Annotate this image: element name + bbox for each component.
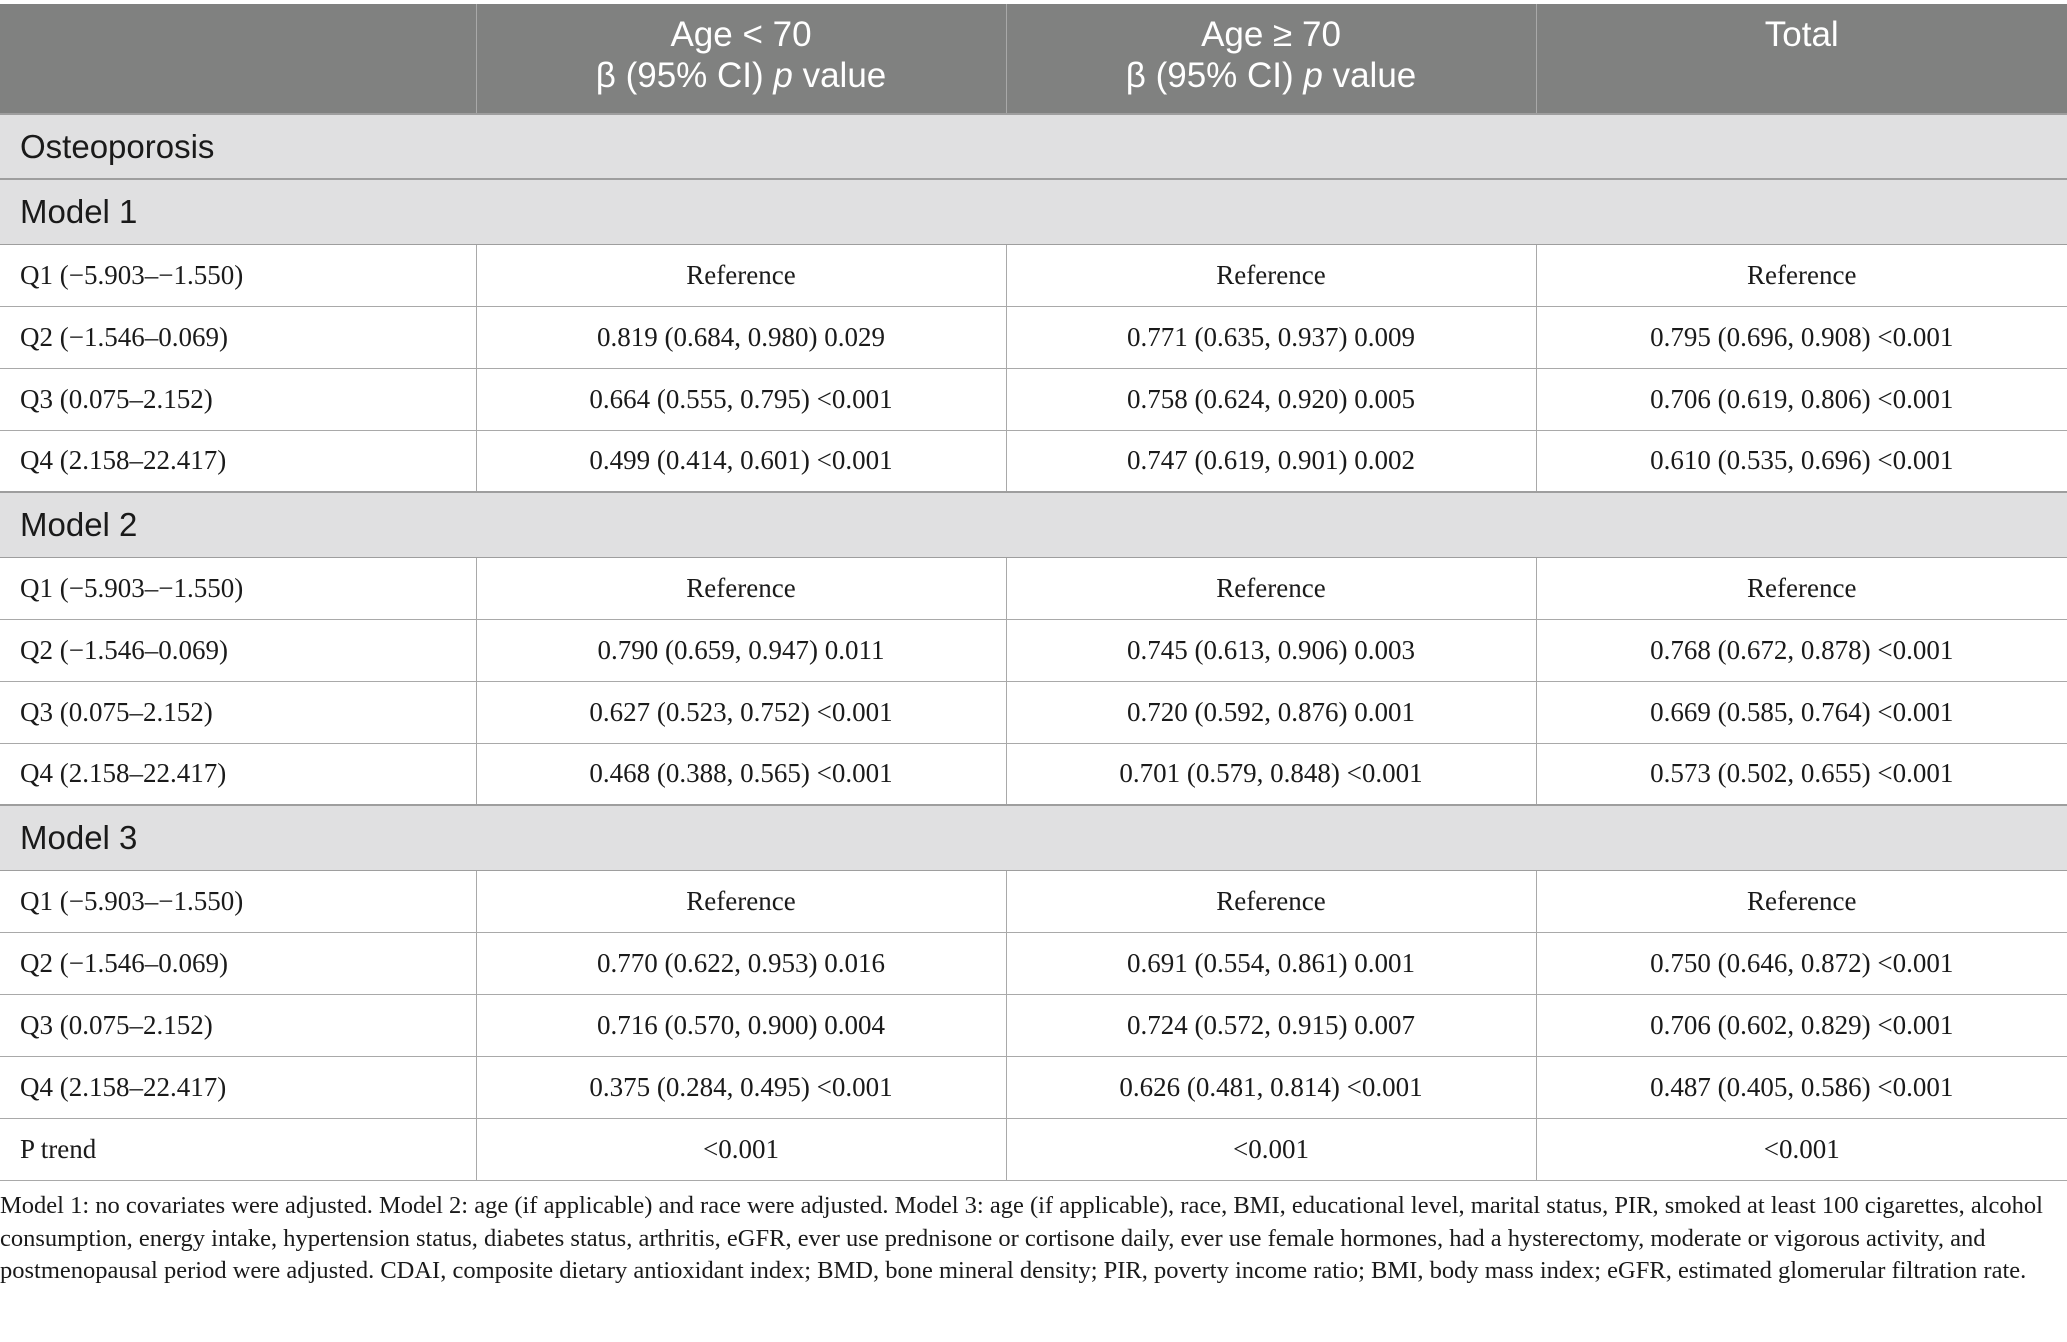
total-cell: 0.768 (0.672, 0.878) <0.001	[1536, 619, 2067, 681]
section-row-model	[0, 492, 2067, 557]
results-table	[0, 4, 2067, 1181]
total-cell: 0.795 (0.696, 0.908) <0.001	[1536, 306, 2067, 368]
table-row	[0, 430, 2067, 492]
age-70-plus-cell: Reference	[1006, 870, 1536, 932]
row-label-cell: Q2 (−1.546–0.069)	[0, 619, 476, 681]
table-row	[0, 619, 2067, 681]
age-under-70-cell: 0.790 (0.659, 0.947) 0.011	[476, 619, 1006, 681]
stat-p-italic: p	[773, 56, 793, 95]
table-row	[0, 244, 2067, 306]
header-blank-cell	[0, 4, 476, 114]
total-cell: 0.669 (0.585, 0.764) <0.001	[1536, 681, 2067, 743]
row-label-cell: Q1 (−5.903–−1.550)	[0, 557, 476, 619]
age-under-70-cell: 0.375 (0.284, 0.495) <0.001	[476, 1056, 1006, 1118]
row-label-cell: Q1 (−5.903–−1.550)	[0, 244, 476, 306]
section-row-outcome	[0, 114, 2067, 179]
age-70-plus-cell: 0.758 (0.624, 0.920) 0.005	[1006, 368, 1536, 430]
age-70-plus-cell: Reference	[1006, 557, 1536, 619]
age-under-70-cell: 0.468 (0.388, 0.565) <0.001	[476, 743, 1006, 805]
age-70-plus-cell: 0.691 (0.554, 0.861) 0.001	[1006, 932, 1536, 994]
age-under-70-cell: Reference	[476, 557, 1006, 619]
row-label-cell: Q4 (2.158–22.417)	[0, 1056, 476, 1118]
row-label-cell: Q3 (0.075–2.152)	[0, 994, 476, 1056]
row-label-cell: Q4 (2.158–22.417)	[0, 430, 476, 492]
age-70-plus-cell: 0.771 (0.635, 0.937) 0.009	[1006, 306, 1536, 368]
age-70-plus-cell: 0.626 (0.481, 0.814) <0.001	[1006, 1056, 1536, 1118]
stat-p-italic: p	[1303, 56, 1323, 95]
age-70-plus-cell: <0.001	[1006, 1118, 1536, 1180]
stat-label: β (95% CI)	[595, 56, 774, 95]
row-label-cell: Q2 (−1.546–0.069)	[0, 306, 476, 368]
model-label: Model 3	[0, 805, 2067, 870]
table-container	[0, 4, 2067, 1181]
stat-value-word: value	[792, 56, 887, 95]
age-70-plus-cell: 0.745 (0.613, 0.906) 0.003	[1006, 619, 1536, 681]
age-under-70-cell: 0.770 (0.622, 0.953) 0.016	[476, 932, 1006, 994]
age-under-70-cell: 0.664 (0.555, 0.795) <0.001	[476, 368, 1006, 430]
outcome-label: Osteoporosis	[0, 114, 2067, 179]
total-cell: 0.706 (0.619, 0.806) <0.001	[1536, 368, 2067, 430]
header-age-70-plus-stat	[1013, 55, 1530, 96]
table-row	[0, 306, 2067, 368]
row-label-cell: Q2 (−1.546–0.069)	[0, 932, 476, 994]
section-row-model	[0, 179, 2067, 244]
table-row	[0, 681, 2067, 743]
total-cell: 0.750 (0.646, 0.872) <0.001	[1536, 932, 2067, 994]
table-row	[0, 932, 2067, 994]
table-row	[0, 1056, 2067, 1118]
age-70-plus-cell: 0.701 (0.579, 0.848) <0.001	[1006, 743, 1536, 805]
total-cell: 0.487 (0.405, 0.586) <0.001	[1536, 1056, 2067, 1118]
row-label-cell: Q1 (−5.903–−1.550)	[0, 870, 476, 932]
age-under-70-cell: <0.001	[476, 1118, 1006, 1180]
table-row	[0, 557, 2067, 619]
header-age-under-70-stat	[483, 55, 1000, 96]
total-cell: 0.706 (0.602, 0.829) <0.001	[1536, 994, 2067, 1056]
row-label-cell: P trend	[0, 1118, 476, 1180]
total-cell: 0.610 (0.535, 0.696) <0.001	[1536, 430, 2067, 492]
table-row	[0, 994, 2067, 1056]
header-age-under-70	[476, 4, 1006, 114]
table-row	[0, 1118, 2067, 1180]
age-70-plus-cell: Reference	[1006, 244, 1536, 306]
model-label: Model 2	[0, 492, 2067, 557]
age-under-70-cell: Reference	[476, 870, 1006, 932]
header-row	[0, 4, 2067, 114]
header-total	[1536, 4, 2067, 114]
age-under-70-cell: 0.499 (0.414, 0.601) <0.001	[476, 430, 1006, 492]
row-label-cell: Q3 (0.075–2.152)	[0, 368, 476, 430]
header-age-70-plus-label: Age ≥ 70	[1201, 15, 1341, 54]
age-70-plus-cell: 0.747 (0.619, 0.901) 0.002	[1006, 430, 1536, 492]
total-cell: Reference	[1536, 244, 2067, 306]
stat-label: β (95% CI)	[1125, 56, 1304, 95]
total-cell: 0.573 (0.502, 0.655) <0.001	[1536, 743, 2067, 805]
age-under-70-cell: 0.716 (0.570, 0.900) 0.004	[476, 994, 1006, 1056]
header-age-70-plus	[1006, 4, 1536, 114]
age-under-70-cell: 0.627 (0.523, 0.752) <0.001	[476, 681, 1006, 743]
header-total-label: Total	[1764, 15, 1839, 54]
table-header	[0, 4, 2067, 114]
table-row	[0, 743, 2067, 805]
age-70-plus-cell: 0.724 (0.572, 0.915) 0.007	[1006, 994, 1536, 1056]
table-row	[0, 368, 2067, 430]
age-under-70-cell: 0.819 (0.684, 0.980) 0.029	[476, 306, 1006, 368]
header-age-under-70-label: Age < 70	[670, 15, 812, 54]
section-row-model	[0, 805, 2067, 870]
table-body	[0, 114, 2067, 1180]
stat-value-word: value	[1322, 56, 1417, 95]
table-row	[0, 870, 2067, 932]
total-cell: Reference	[1536, 557, 2067, 619]
total-cell: <0.001	[1536, 1118, 2067, 1180]
total-cell: Reference	[1536, 870, 2067, 932]
table-footnote: Model 1: no covariates were adjusted. Model 2: age (if applicable) and race were adjusted. Model 3: age (if applicable), race, BMI, educational level, marital status, PIR, smoked at least 100 cigarettes, alcohol consumption, energy intake, hypertension status, diabetes status, arthritis, eGFR, ever use prednisone or cortisone daily, ever use female hormones, had a hysterectomy, moderate or vigorous activity, and postmenopausal period were adjusted. CDAI, composite dietary antioxidant index; BMD, bone mineral density; PIR, poverty income ratio; BMI, body mass index; eGFR, estimated glomerular filtration rate.	[0, 1192, 2043, 1284]
age-under-70-cell: Reference	[476, 244, 1006, 306]
model-label: Model 1	[0, 179, 2067, 244]
row-label-cell: Q4 (2.158–22.417)	[0, 743, 476, 805]
row-label-cell: Q3 (0.075–2.152)	[0, 681, 476, 743]
age-70-plus-cell: 0.720 (0.592, 0.876) 0.001	[1006, 681, 1536, 743]
